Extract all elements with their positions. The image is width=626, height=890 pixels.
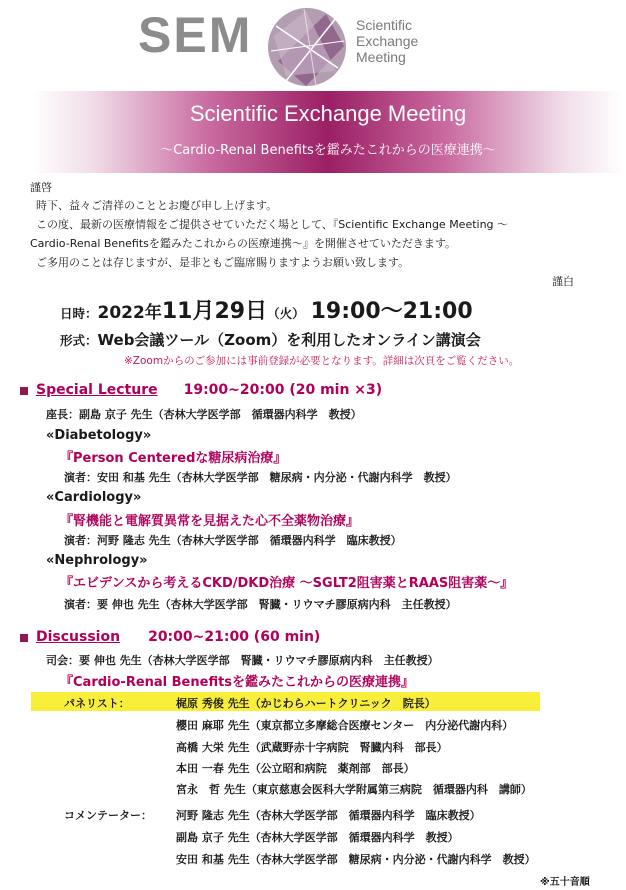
talk-speaker-2: 演者：河野 隆志 先生（杏林大学医学部 循環器内科学 臨床教授） xyxy=(64,534,402,547)
panelist-name: 高橋 大栄 xyxy=(176,741,224,754)
commentator-name: 安田 和基 xyxy=(176,853,224,866)
commentator-name: 河野 隆志 xyxy=(176,809,224,822)
special-chair: 座長：副島 京子 先生（杏林大学医学部 循環器内科学 教授） xyxy=(46,408,362,421)
logo-line-3: Meeting xyxy=(356,49,406,65)
panelist-honorific: 先生 xyxy=(227,697,250,710)
event-time: 19:00～21:00 xyxy=(310,299,473,324)
banner-subtitle: ～Cardio-Renal Benefitsを鑑みたこれからの医療連携～ xyxy=(160,143,496,158)
panelist-name: 宮永 哲 xyxy=(176,783,220,796)
date-month-day: 11月29日 xyxy=(161,299,268,324)
section-bullet xyxy=(20,387,28,395)
intro-opening: 謹啓 xyxy=(30,181,52,194)
panelist-affiliation: （東京慈恵会医科大学附属第三病院 循環器内科 講師） xyxy=(245,783,532,796)
order-note: ※五十音順 xyxy=(540,877,590,888)
format-value: Web会議ツール（Zoom）を利用したオンライン講演会 xyxy=(97,331,481,349)
commentator-honorific: 先生 xyxy=(227,809,250,822)
talk-title-2: 『腎機能と電解質異常を見据えた心不全薬物治療』 xyxy=(60,514,360,529)
panelist-affiliation: （公立昭和病院 薬剤部 部長） xyxy=(249,762,415,775)
talk-category-1: «Diabetology» xyxy=(46,428,152,443)
discussion-title: Discussion xyxy=(36,629,121,645)
commentator-affiliation: （杏林大学医学部 循環器内科学 臨床教授） xyxy=(249,809,481,822)
commentator-row xyxy=(176,829,459,845)
panelist-affiliation: （東京都立多摩総合医療センター 内分泌代謝内科） xyxy=(249,719,514,732)
panelist-name: 本田 一春 xyxy=(176,762,224,775)
discussion-theme: 『Cardio-Renal Benefitsを鑑みたこれからの医療連携』 xyxy=(60,675,415,690)
intro-line-3: Cardio-Renal Benefitsを鑑みたこれからの医療連携～』を開催させていただきます。 xyxy=(30,237,457,250)
commentator-label: コメンテーター： xyxy=(64,809,152,822)
logo-sphere-icon xyxy=(266,6,348,88)
talk-title-3: 『エビデンスから考えるCKD/DKD治療 ～SGLT2阻害薬とRAAS阻害薬～』 xyxy=(60,576,514,591)
panelist-row xyxy=(176,760,415,776)
panelist-row xyxy=(176,739,448,755)
talk-speaker-1: 演者：安田 和基 先生（杏林大学医学部 糖尿病・内分泌・代謝内科学 教授） xyxy=(64,471,457,484)
panelist-honorific: 先生 xyxy=(227,741,250,754)
event-format xyxy=(60,329,481,350)
format-label: 形式： xyxy=(60,333,98,348)
panelist-name: 梶原 秀俊 xyxy=(176,697,224,710)
banner-title: Scientific Exchange Meeting xyxy=(189,101,467,126)
event-date xyxy=(60,294,473,325)
commentator-affiliation: （杏林大学医学部 循環器内科学 教授） xyxy=(249,831,459,844)
commentator-name: 副島 京子 xyxy=(176,831,224,844)
logo-line-1: Scientific xyxy=(356,17,413,33)
intro-closing: 謹白 xyxy=(552,275,574,288)
panelist-row xyxy=(176,717,513,733)
talk-speaker-3: 演者：要 伸也 先生（杏林大学医学部 腎臓・リウマチ膠原病内科 主任教授） xyxy=(64,598,457,611)
commentator-affiliation: （杏林大学医学部 糖尿病・内分泌・代謝内科学 教授） xyxy=(249,853,536,866)
special-lecture-time: 19:00~20:00 (20 min ×3) xyxy=(183,382,383,398)
logo-line-2: Exchange xyxy=(356,33,419,49)
commentator-row xyxy=(176,807,481,823)
panelist-honorific: 先生 xyxy=(223,783,246,796)
discussion-heading xyxy=(36,629,320,645)
date-year: 2022年 xyxy=(97,303,162,323)
panelist-name: 櫻田 麻耶 xyxy=(176,719,224,732)
commentator-honorific: 先生 xyxy=(227,853,250,866)
commentator-row xyxy=(176,851,536,867)
talk-category-2: «Cardiology» xyxy=(46,490,142,505)
panelist-honorific: 先生 xyxy=(227,719,250,732)
discussion-time: 20:00~21:00 (60 min) xyxy=(148,629,321,645)
panelist-honorific: 先生 xyxy=(227,762,250,775)
date-weekday: （火） xyxy=(267,306,305,321)
commentator-honorific: 先生 xyxy=(227,831,250,844)
intro-line-2: この度、最新の医療情報をご提供させていただく場として、『Scientific Exchange Meeting ～ xyxy=(36,218,509,231)
panelist-row xyxy=(176,695,436,711)
special-lecture-title: Special Lecture xyxy=(36,382,158,398)
logo-sem-text: SEM xyxy=(138,7,253,63)
intro-line-4: ご多用のことは存じますが、是非ともご臨席賜りますようお願い致します。 xyxy=(36,256,410,269)
panelist-affiliation: （かじわらハートクリニック 院長） xyxy=(249,697,436,710)
panelist-row xyxy=(176,781,532,797)
section-bullet xyxy=(20,634,28,642)
special-lecture-heading xyxy=(36,382,382,398)
panelist-affiliation: （武蔵野赤十字病院 腎臓内科 部長） xyxy=(249,741,448,754)
talk-title-1: 『Person Centeredな糖尿病治療』 xyxy=(60,451,287,466)
intro-line-1: 時下、益々ご清祥のこととお慶び申し上げます。 xyxy=(36,199,278,212)
talk-category-3: «Nephrology» xyxy=(46,553,148,568)
discussion-moderator: 司会：要 伸也 先生（杏林大学医学部 腎臓・リウマチ膠原病内科 主任教授） xyxy=(46,654,439,667)
date-label: 日時： xyxy=(60,306,98,321)
logo-words xyxy=(356,17,418,65)
panelist-label: パネリスト： xyxy=(64,697,130,710)
registration-note: ※Zoomからのご参加には事前登録が必要となります。詳細は次頁をご覧ください。 xyxy=(124,355,520,367)
